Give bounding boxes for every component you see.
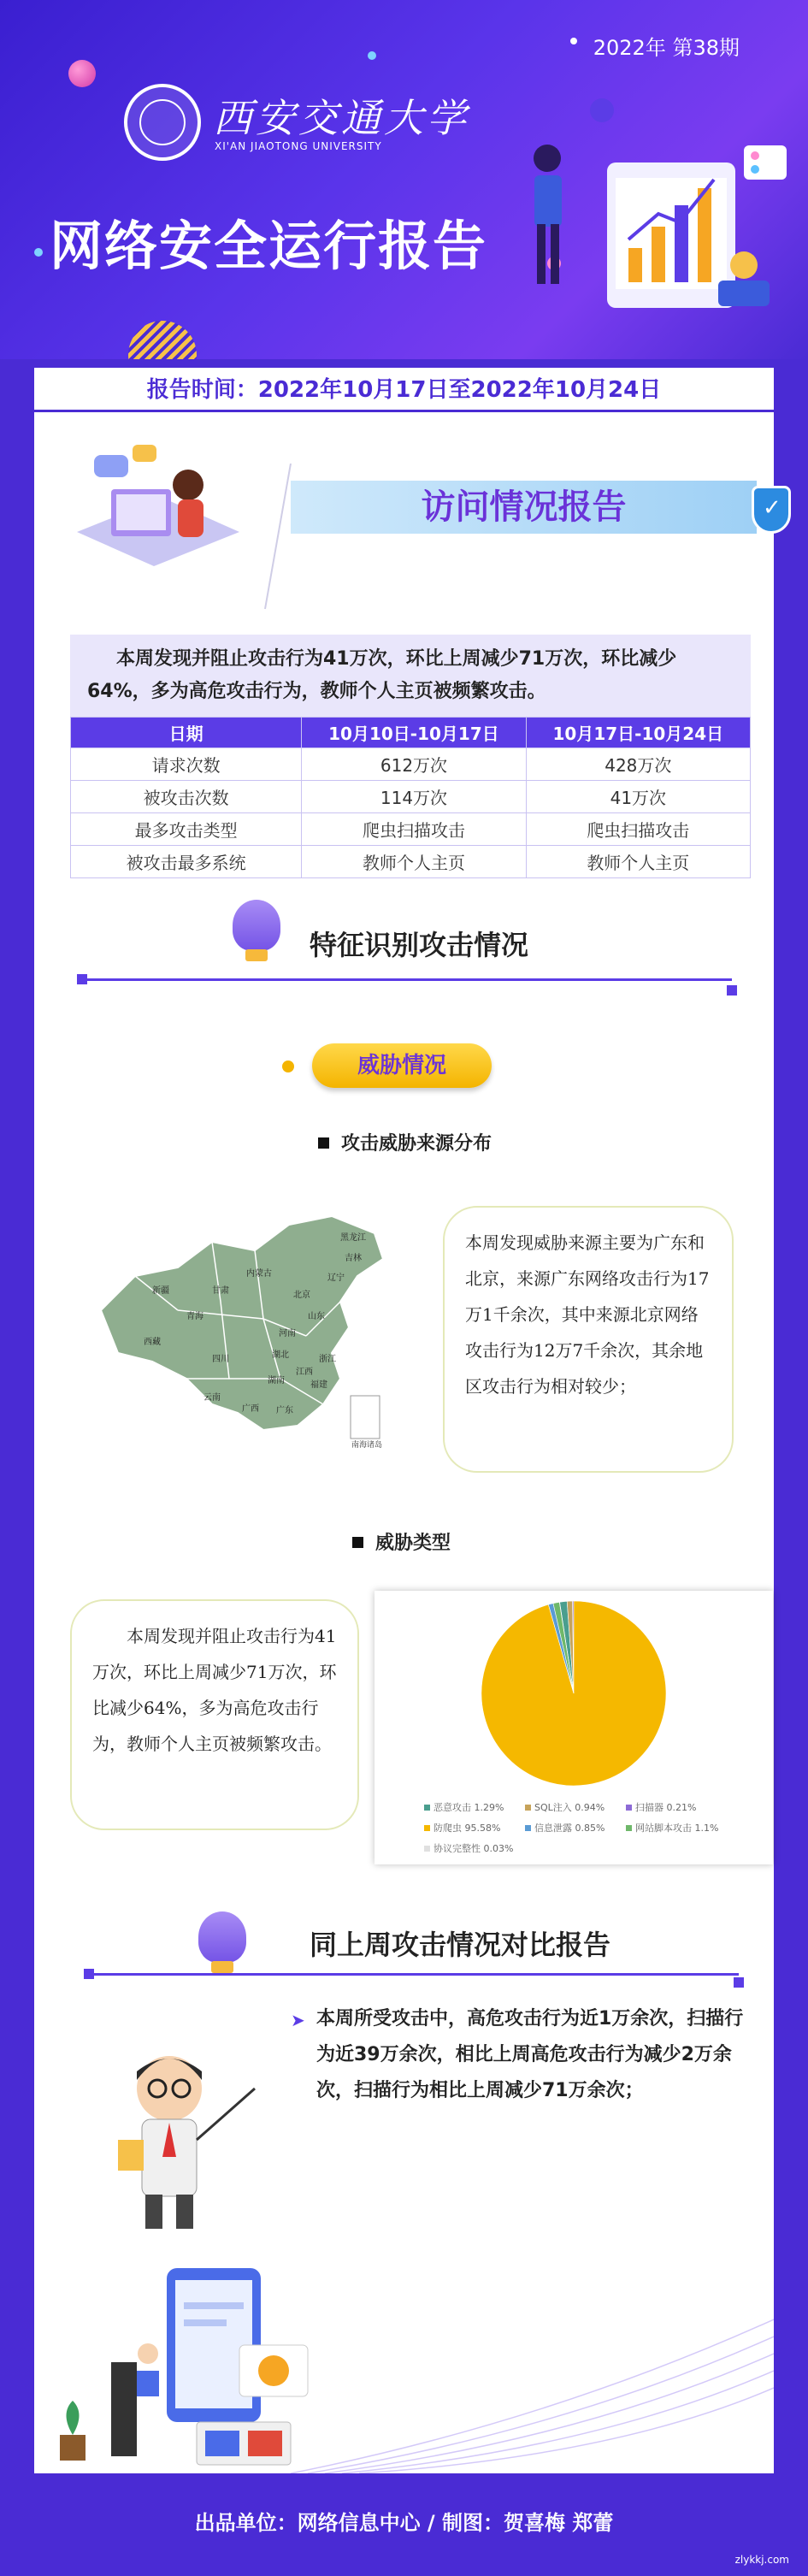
legend-item: [626, 1800, 727, 1814]
legend-swatch: [525, 1805, 531, 1811]
legend-label: 恶意攻击 1.29%: [433, 1802, 504, 1813]
legend-label: 协议完整性 0.03%: [433, 1843, 514, 1854]
table-cell: 爬虫扫描攻击: [302, 813, 526, 846]
shield-check-icon: [752, 486, 791, 534]
logo-english: XI'AN JIAOTONG UNIVERSITY: [215, 140, 382, 152]
pie-chart: [375, 1591, 773, 1796]
map-label: 山东: [308, 1312, 325, 1321]
table-row: [71, 813, 751, 846]
content-card: [34, 412, 774, 2473]
map-label: 新疆: [152, 1286, 169, 1296]
office-illustration: [34, 2251, 774, 2473]
map-label: 内蒙古: [246, 1269, 272, 1279]
legend-swatch: [424, 1825, 430, 1831]
legend-label: 网站脚本攻击 1.1%: [635, 1823, 719, 1834]
map-label: 江西: [296, 1368, 313, 1377]
source-subheading: [318, 1129, 492, 1155]
map-label: 北京: [293, 1291, 310, 1300]
legend-swatch: [424, 1805, 430, 1811]
issue-number: 2022年 第38期: [593, 36, 740, 60]
section-divider: [89, 1973, 739, 1976]
map-label: 黑龙江: [340, 1233, 366, 1243]
table-cell: 请求次数: [71, 748, 302, 781]
legend-item: [424, 1800, 525, 1814]
type-text-box: 本周发现并阻止攻击行为41万次，环比上周减少71万次，环比减少64%，多为高危攻击行为，教师个人主页被频繁攻击。: [70, 1599, 359, 1830]
decor-bubble: [590, 98, 614, 122]
teacher-illustration: [101, 2037, 272, 2234]
logo-chinese: 西安交通大学: [213, 95, 469, 141]
table-cell: 最多攻击类型: [71, 813, 302, 846]
legend-swatch: [626, 1825, 632, 1831]
lightbulb-base: [245, 949, 268, 961]
map-inset-label: 南海诸岛: [351, 1441, 383, 1450]
access-banner: 访问情况报告: [291, 481, 757, 534]
compare-section-title: 同上周攻击情况对比报告: [310, 1929, 611, 1961]
legend-item: [525, 1800, 626, 1814]
type-subheading: [352, 1528, 451, 1555]
legend-item: [626, 1821, 727, 1835]
section-divider: [82, 978, 732, 981]
header-banner: [0, 0, 808, 359]
map-label: 四川: [212, 1355, 229, 1364]
legend-swatch: [626, 1805, 632, 1811]
table-row: [71, 846, 751, 878]
legend-label: SQL注入 0.94%: [534, 1802, 605, 1813]
table-row: [71, 748, 751, 781]
analyst-illustration: [487, 128, 795, 325]
table-header: 日期: [71, 718, 302, 748]
map-label: 西藏: [144, 1338, 161, 1347]
table-cell: 爬虫扫描攻击: [526, 813, 750, 846]
china-map: [84, 1208, 409, 1464]
decor-bubble: [368, 51, 376, 60]
table-cell: 教师个人主页: [526, 846, 750, 878]
lightbulb-base: [211, 1961, 233, 1973]
lightbulb-icon: [233, 900, 280, 951]
table-cell: 被攻击次数: [71, 781, 302, 813]
legend-swatch: [424, 1846, 430, 1852]
university-logo: [124, 84, 469, 169]
seal-emblem: [124, 84, 201, 161]
table-cell: 428万次: [526, 748, 750, 781]
map-label: 湖北: [272, 1350, 289, 1360]
threat-type-chart: [375, 1591, 773, 1864]
customer-service-illustration: [60, 438, 257, 583]
table-cell: 41万次: [526, 781, 750, 813]
decor-bubble: [34, 248, 43, 257]
type-subheading-text: 威胁类型: [375, 1533, 451, 1554]
legend-item: [525, 1821, 626, 1835]
chart-legend: [424, 1800, 766, 1862]
access-summary: 本周发现并阻止攻击行为41万次，环比上周减少71万次，环比减少64%，多为高危攻击行为，教师个人主页被频繁攻击。: [70, 635, 751, 717]
map-label: 云南: [203, 1393, 221, 1403]
source-text-box: 本周发现威胁来源主要为广东和北京，来源广东网络攻击行为17万1千余次，其中来源北京网络攻击行为12万7千余次，其余地区攻击行为相对较少；: [443, 1206, 734, 1473]
map-label: 浙江: [319, 1355, 336, 1364]
compare-text: 本周所受攻击中，高危攻击行为近1万余次，扫描行为近39万余次，相比上周高危攻击行为减少2万余次，扫描行为相比上周减少71万余次；: [316, 2008, 744, 2101]
legend-item: [424, 1841, 525, 1855]
table-cell: 教师个人主页: [302, 846, 526, 878]
decor-bubble: [128, 321, 197, 359]
map-label: 福建: [310, 1380, 327, 1390]
footer-credits: 出品单位：网络信息中心 / 制图：贺喜梅 郑蕾: [194, 2511, 614, 2535]
table-cell: 被攻击最多系统: [71, 846, 302, 878]
map-label: 广西: [242, 1404, 259, 1414]
legend-label: 信息泄露 0.85%: [534, 1823, 605, 1834]
legend-label: 扫描器 0.21%: [635, 1802, 697, 1813]
table-header: 10月17日-10月24日: [526, 718, 750, 748]
legend-item: [424, 1821, 525, 1835]
map-label: 广东: [276, 1406, 293, 1415]
feature-section-title: 特征识别攻击情况: [310, 929, 529, 961]
section-dot: [727, 985, 737, 996]
map-label: 辽宁: [327, 1273, 345, 1283]
bullet-arrow-icon: ➤: [291, 2010, 305, 2030]
table-cell: 114万次: [302, 781, 526, 813]
source-subheading-text: 攻击威胁来源分布: [341, 1133, 492, 1155]
watermark: zlykkj.com: [734, 2554, 789, 2566]
access-table: [70, 717, 751, 878]
map-label: 湖南: [268, 1376, 285, 1385]
legend-label: 防爬虫 95.58%: [433, 1823, 501, 1834]
section-dot: [734, 1977, 744, 1988]
map-label: 河南: [279, 1329, 296, 1338]
decor-bubble: [68, 60, 96, 87]
table-cell: 612万次: [302, 748, 526, 781]
table-header: 10月10日-10月17日: [302, 718, 526, 748]
lightbulb-icon: [198, 1911, 246, 1963]
report-time: 报告时间：2022年10月17日至2022年10月24日: [34, 368, 774, 412]
pill-dot: [282, 1061, 294, 1072]
table-row: [71, 781, 751, 813]
issue-dot: [570, 38, 577, 44]
map-label: 吉林: [345, 1254, 362, 1263]
map-label: 青海: [186, 1312, 203, 1321]
map-label: 甘肃: [212, 1286, 229, 1296]
threat-pill: 威胁情况: [312, 1043, 492, 1088]
legend-swatch: [525, 1825, 531, 1831]
page-title: 网络安全运行报告: [50, 215, 488, 277]
